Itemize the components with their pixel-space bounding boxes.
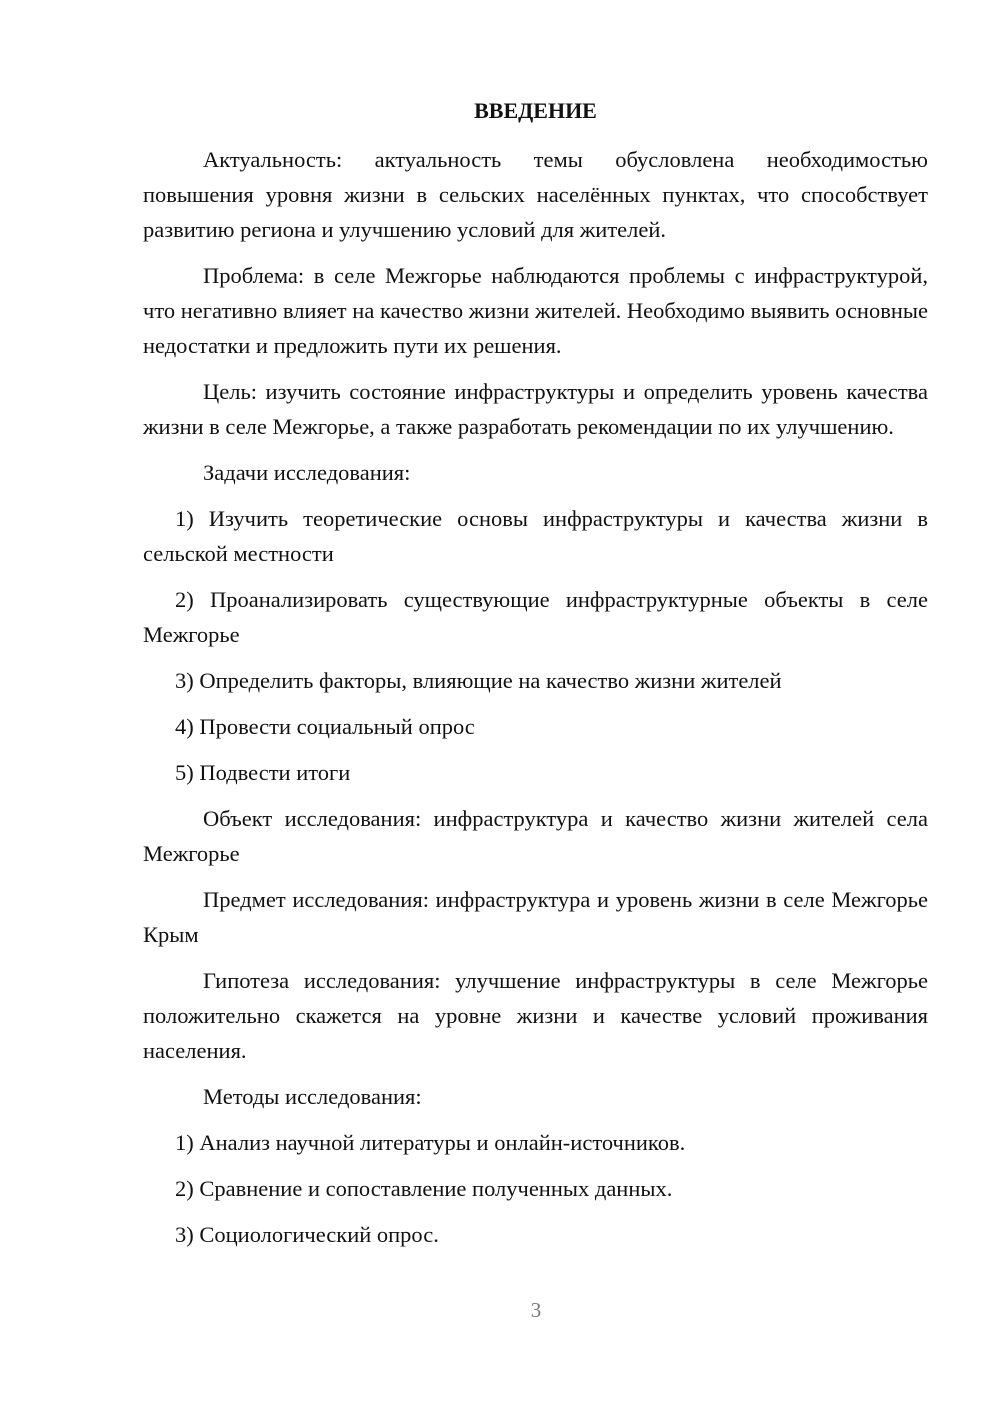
task-item: 2) Проанализировать существующие инфраструктурные объекты в селе Межгорье bbox=[143, 587, 928, 647]
relevance-paragraph: Актуальность: актуальность темы обусловлена необходимостью повышения уровня жизни в сельских населённых пунктах, что способствует развитию региона и улучшению условий для жителей. bbox=[143, 147, 928, 242]
problem-paragraph: Проблема: в селе Межгорье наблюдаются проблемы с инфраструктурой, что негативно влияет на качество жизни жителей. Необходимо выявить основные недостатки и предложить пути их решения. bbox=[143, 263, 928, 358]
method-item: 3) Социологический опрос. bbox=[175, 1222, 439, 1247]
method-item: 2) Сравнение и сопоставление полученных данных. bbox=[175, 1176, 673, 1201]
methods-heading: Методы исследования: bbox=[203, 1084, 422, 1109]
goal-paragraph: Цель: изучить состояние инфраструктуры и определить уровень качества жизни в селе Межгорье, а также разработать рекомендации по их улучшению. bbox=[143, 379, 928, 439]
task-item: 5) Подвести итоги bbox=[175, 760, 351, 785]
document-page bbox=[143, 95, 928, 1263]
tasks-heading: Задачи исследования: bbox=[203, 460, 411, 485]
method-item: 1) Анализ научной литературы и онлайн-источников. bbox=[175, 1130, 686, 1155]
hypothesis-paragraph: Гипотеза исследования: улучшение инфраструктуры в селе Межгорье положительно скажется на уровне жизни и качестве условий проживания населения. bbox=[143, 968, 928, 1063]
page-number: 3 bbox=[530, 1298, 542, 1322]
subject-paragraph: Предмет исследования: инфраструктура и уровень жизни в селе Межгорье Крым bbox=[143, 887, 928, 947]
object-paragraph: Объект исследования: инфраструктура и качество жизни жителей села Межгорье bbox=[143, 806, 928, 866]
task-item: 1) Изучить теоретические основы инфраструктуры и качества жизни в сельской местности bbox=[143, 506, 928, 566]
task-item: 4) Провести социальный опрос bbox=[175, 714, 475, 739]
task-item: 3) Определить факторы, влияющие на качество жизни жителей bbox=[175, 668, 782, 693]
section-title: ВВЕДЕНИЕ bbox=[474, 98, 597, 123]
